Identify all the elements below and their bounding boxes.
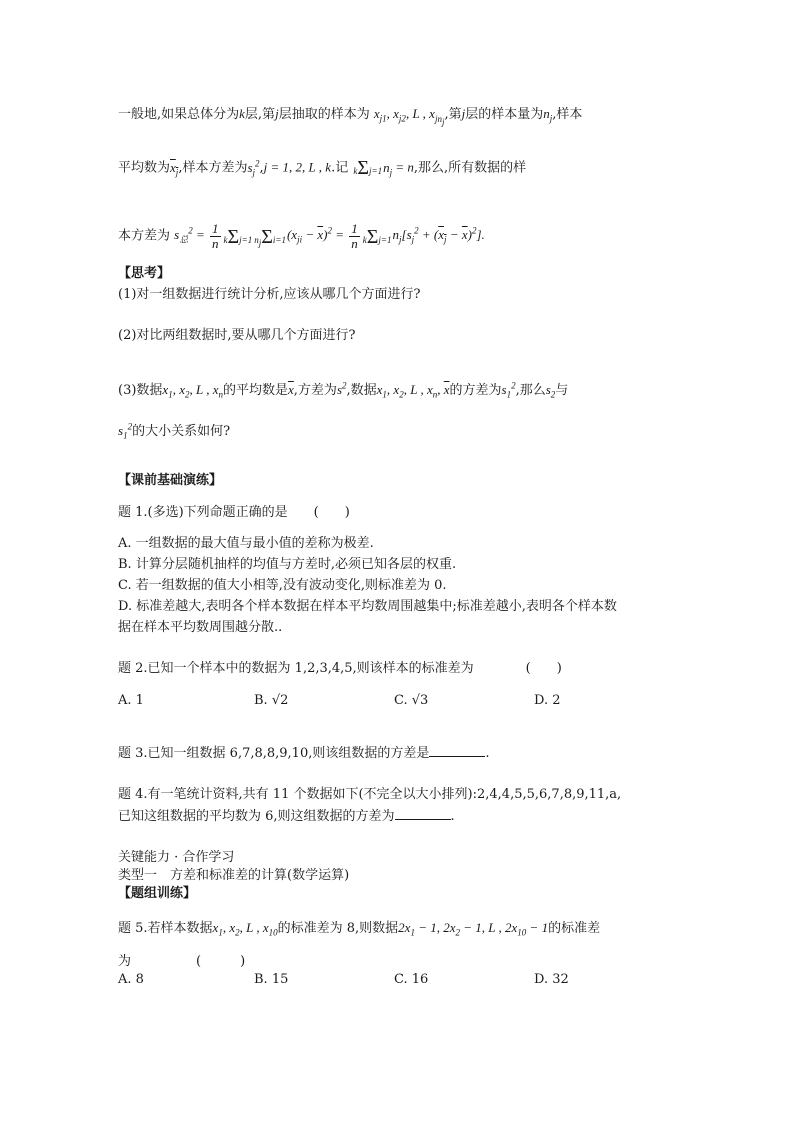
mean-x: $\overline{x}$ [288,382,294,397]
text: 的标准差为 8,则数据 [277,921,399,936]
type-title: 类型一 方差和标准差的计算(数学运算) [118,868,350,883]
text: 题 5.若样本数据 [118,921,213,936]
q2-option-a: A. 1 [118,693,144,708]
var-s2-sub: $s_2$ [545,382,556,400]
text: . [450,809,455,824]
var-s1: $s_1^2$ [501,380,516,400]
var-nj: $n_j$ [543,106,553,124]
total-variance-formula: $s_总^2$ = $\frac{1}{n}$ kΣj=1 $n_j\Sigma i=1(x_{ji} - \overline{x})^2$ = $\frac{1}{n}$ $k\Sigma j=1n_j[s_j^2 + (x_j - \overline{x})^2]$. [174,221,485,251]
data-list: $x_1$, $x_2$, L , $x_n$ [162,382,223,400]
sum-result: = n [395,159,414,175]
think-q2: (2)对比两组数据时,要从哪几个方面进行? [118,328,356,343]
q2-option-d: D. 2 [534,693,561,708]
text: 已知这组数据的平均数为 6,则这组数据的方差为 [118,809,395,824]
q3-stem [118,744,490,763]
text: 的标准差 [548,921,601,936]
q5-option-a: A. 8 [118,972,144,987]
group-header: 【题组训练】 [118,886,197,901]
answer-blank [429,744,485,757]
text: (3)数据 [118,383,163,398]
var-s1: $s_1^2$ [118,421,133,441]
text: . [485,746,490,761]
q1-option-b: B. 计算分层随机抽样的均值与方差时,必须已知各层的权重. [118,557,457,572]
q5-option-d: D. 32 [534,972,569,987]
var-s2: $s^2$ [336,380,347,397]
data-list: $x_1$, $x_2$, L , $x_{10}$ [212,920,278,938]
var-k: k [239,106,245,121]
mean-xj: $x_j$ [170,159,179,178]
text: , [259,160,264,176]
q2-option-b: B. √2 [254,693,289,708]
q1-stem: 题 1.(多选)下列命题正确的是 ( ) [118,505,350,520]
text: ,样本 [552,107,583,122]
text: 的平均数是 [223,383,289,398]
transformed-list: $2x_1 - 1$, $2x_2 - 1$, L , $2x_{10} - 1$ [398,920,549,938]
think-q3-line2 [118,422,230,441]
practice-header: 【课前基础演练】 [118,473,223,488]
text: ,方差为 [293,383,337,398]
q2-option-c: C. √3 [394,693,429,708]
text: 与 [555,383,569,398]
text: ,第 [444,107,462,122]
text: 平均数为 [118,160,171,176]
q4-line2 [118,807,455,826]
text: 层的样本量为 [465,107,544,122]
text: 层抽取的样本为 [278,107,370,122]
data-list-2: $x_1$, $x_2$, L , $x_n$, $\overline{x}$ [376,382,450,400]
j-range: j = 1, 2, L , k [263,159,332,175]
text: 本方差为 [118,228,171,244]
var-j: j [461,106,466,121]
think-q1: (1)对一组数据进行统计分析,应该从哪几个方面进行? [118,287,421,302]
text: 题 3.已知一组数据 6,7,8,8,9,10,则该组数据的方差是 [118,746,430,761]
answer-blank [395,807,451,820]
text: 一般地,如果总体分为 [118,107,240,122]
q1-option-a: A. 一组数据的最大值与最小值的差称为极差. [118,536,374,551]
text: ,那么 [515,383,546,398]
q5-option-b: B. 15 [254,972,289,987]
text: ,数据 [346,383,377,398]
variance-sj: $s_j^2$ [247,158,260,178]
sum-symbol: kΣj=1 [353,157,383,179]
definition-line-2 [118,158,526,178]
text: ,那么,所有数据的样 [413,160,527,176]
text: .记 [331,160,349,176]
think-q3-line1 [118,381,568,400]
definition-line-1 [118,105,583,127]
definition-line-3 [118,222,485,251]
q5-option-c: C. 16 [394,972,429,987]
text: 的大小关系如何? [132,424,231,439]
q2-stem: 题 2.已知一个样本中的数据为 1,2,3,4,5,则该样本的标准差为 ( ) [118,661,562,676]
var-nj: $n_j$ [383,159,393,178]
text: 的方差为 [449,383,502,398]
q1-option-d-line1: D. 标准差越大,表明各个样本数据在样本平均数周围越集中;标准差越小,表明各个样本数 [118,599,617,614]
text: 层,第 [244,107,276,122]
q5-stem-line2: 为 ( ) [118,954,246,969]
section-title: 关键能力 · 合作学习 [118,850,235,865]
think-header: 【思考】 [118,266,171,281]
sample-list: $x_{j1}$, $x_{j2}$, L , $x_{jn_j}$ [373,106,445,127]
q1-option-d-line2: 据在样本平均数周围越分散.. [118,620,283,635]
q5-stem-line1 [118,919,600,938]
text: ,样本方差为 [178,160,248,176]
var-j: j [275,106,279,121]
q4-line1: 题 4.有一笔统计资料,共有 11 个数据如下(不完全以大小排列):2,4,4,5,5,6,7,8,9,11,a, [118,787,622,802]
q1-option-c: C. 若一组数据的值大小相等,没有波动变化,则标准差为 0. [118,578,447,593]
